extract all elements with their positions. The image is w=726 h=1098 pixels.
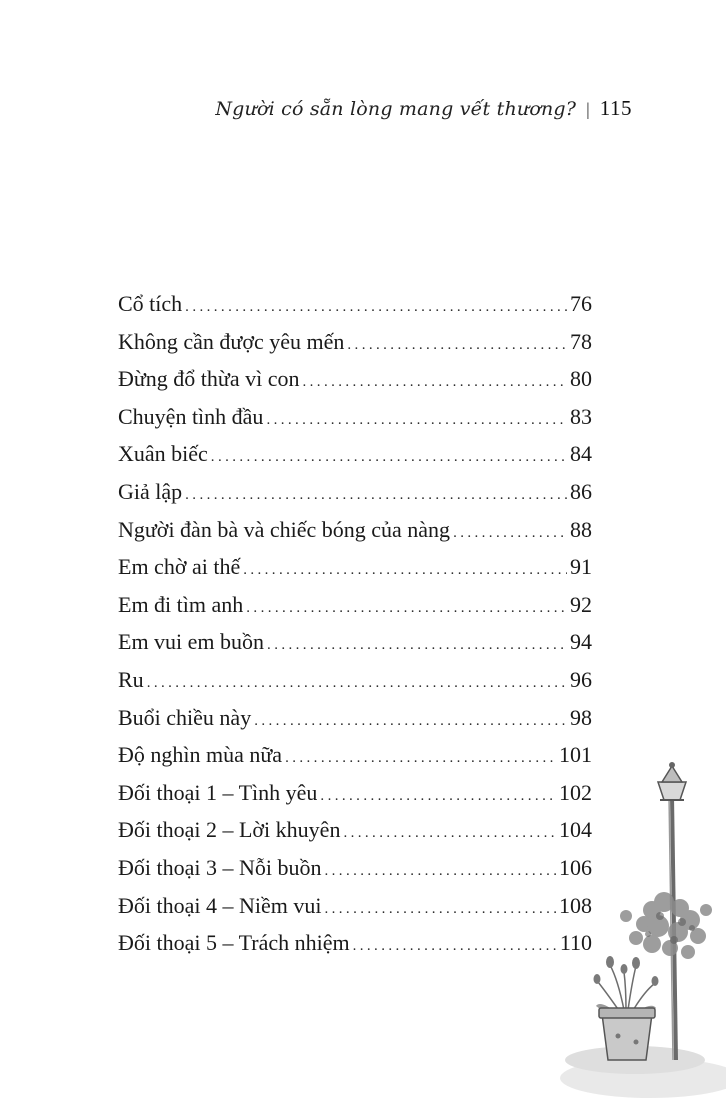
toc-entry-title: Độ nghìn mùa nữa — [118, 742, 283, 768]
dot-leader — [254, 703, 567, 741]
dot-leader — [211, 439, 567, 477]
toc-entry[interactable] — [118, 511, 592, 549]
header-separator: | — [586, 99, 590, 119]
dot-leader — [243, 552, 567, 590]
table-of-contents — [118, 285, 592, 962]
toc-entry-title: Đối thoại 1 – Tình yêu — [118, 779, 318, 805]
dot-leader — [185, 289, 567, 327]
toc-entry-title: Đối thoại 4 – Niềm vui — [118, 892, 322, 918]
toc-entry-page: 76 — [570, 291, 592, 316]
toc-entry-page: 98 — [570, 704, 592, 730]
dot-leader — [185, 477, 567, 515]
toc-entry-page: 106 — [559, 854, 592, 880]
toc-entry[interactable] — [118, 736, 592, 774]
toc-entry[interactable] — [118, 623, 592, 661]
toc-entry-page: 80 — [570, 366, 592, 392]
toc-entry-page: 94 — [570, 629, 592, 655]
toc-entry-title: Người đàn bà và chiếc bóng của nàng — [118, 516, 451, 542]
dot-leader — [285, 740, 556, 778]
dot-leader — [303, 364, 568, 402]
toc-entry-title: Buổi chiều này — [118, 704, 252, 730]
running-title: Người có sẵn lòng mang vết thương? — [215, 98, 577, 120]
page-number: 115 — [599, 96, 632, 120]
toc-entry-title: Đối thoại 5 – Trách nhiệm — [118, 930, 350, 956]
toc-entry-title: Em vui em buồn — [118, 629, 265, 655]
toc-entry[interactable] — [118, 473, 592, 511]
dot-leader — [325, 853, 557, 891]
toc-entry-title: Em chờ ai thế — [118, 554, 241, 580]
toc-entry[interactable] — [118, 887, 592, 925]
toc-entry-title: Không cần được yêu mến — [118, 328, 345, 354]
dot-leader — [347, 327, 567, 365]
toc-entry-page: 84 — [570, 441, 592, 467]
toc-entry[interactable] — [118, 699, 592, 737]
toc-entry[interactable] — [118, 849, 592, 887]
toc-entry-page: 101 — [559, 742, 592, 768]
toc-entry-page: 92 — [570, 591, 592, 617]
toc-entry-page: 88 — [570, 516, 592, 542]
toc-entry-title: Đối thoại 3 – Nỗi buồn — [118, 854, 322, 880]
toc-entry-page: 86 — [570, 478, 592, 504]
running-header — [215, 96, 632, 121]
toc-entry[interactable] — [118, 360, 592, 398]
toc-entry[interactable] — [118, 548, 592, 586]
toc-entry[interactable] — [118, 285, 592, 323]
toc-entry-page: 78 — [570, 328, 592, 354]
toc-entry-title: Ru — [118, 666, 144, 692]
toc-entry-page: 108 — [559, 892, 592, 918]
toc-entry-page: 102 — [559, 779, 592, 805]
dot-leader — [246, 590, 567, 628]
toc-entry-title: Đối thoại 2 – Lời khuyên — [118, 817, 341, 843]
toc-entry-page: 96 — [570, 666, 592, 692]
toc-entry-title: Cổ tích — [118, 291, 183, 316]
toc-entry-title: Xuân biếc — [118, 441, 208, 467]
toc-entry-page: 104 — [559, 817, 592, 843]
toc-entry-title: Chuyện tình đầu — [118, 403, 264, 429]
toc-entry[interactable] — [118, 586, 592, 624]
dot-leader — [353, 928, 557, 966]
dot-leader — [147, 665, 567, 703]
street-lamp-flower-pot-icon — [540, 760, 726, 1098]
dot-leader — [266, 402, 567, 440]
toc-entry-page: 91 — [570, 554, 592, 580]
toc-entry-title: Đừng đổ thừa vì con — [118, 366, 300, 392]
dot-leader — [320, 778, 556, 816]
toc-entry[interactable] — [118, 661, 592, 699]
toc-entry[interactable] — [118, 323, 592, 361]
toc-entry[interactable] — [118, 435, 592, 473]
toc-entry-page: 83 — [570, 403, 592, 429]
toc-entry[interactable] — [118, 811, 592, 849]
toc-entry[interactable] — [118, 774, 592, 812]
toc-entry-page: 110 — [559, 930, 592, 956]
toc-entry-title: Em đi tìm anh — [118, 591, 244, 617]
toc-entry-title: Giả lập — [118, 478, 183, 504]
dot-leader — [343, 815, 556, 853]
toc-entry[interactable] — [118, 924, 592, 962]
dot-leader — [453, 515, 567, 553]
dot-leader — [267, 627, 567, 665]
dot-leader — [324, 891, 556, 929]
toc-entry[interactable] — [118, 398, 592, 436]
